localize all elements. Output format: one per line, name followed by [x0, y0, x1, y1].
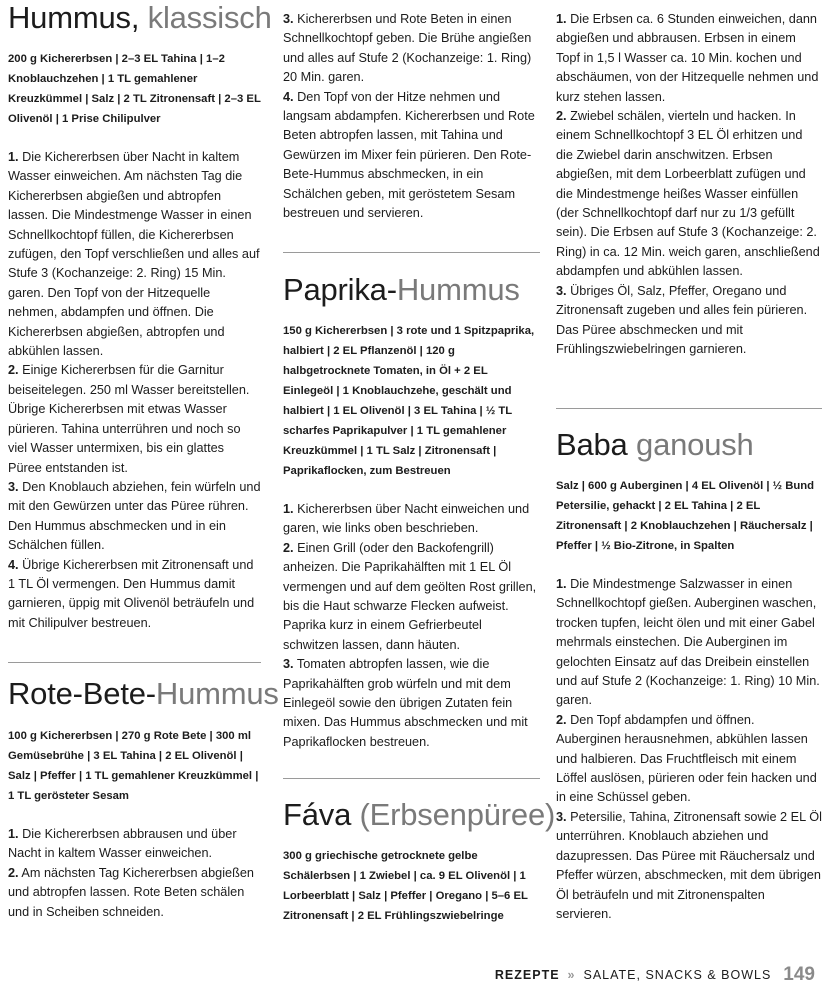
title-main: Rote-Bete- — [8, 676, 156, 711]
step-text: Die Kichererbsen abbrausen und über Nacht in kaltem Wasser einweichen. — [8, 827, 237, 861]
step-number: 2. — [556, 712, 567, 727]
step-number: 3. — [283, 12, 294, 26]
step-text: Die Mindestmenge Salzwasser in einen Schnellkochtopf gießen. Auberginen waschen, trocken tupfen, leicht ölen und mit einer Gabel mehrmals einstechen. Die Auberginen im gelochten Einsatz auf das Dreibein einstellen und auf Stufe 2 (Kochanzeige: 1. Ring) 10 Min. garen. — [556, 577, 820, 708]
section-divider — [283, 252, 540, 253]
step-text: Die Erbsen ca. 6 Stunden einweichen, dann abgießen und abbrausen. Erbsen in einem Topf in 1,5 l Wasser ca. 10 Min. kochen und abschäumen, von der Hitzequelle nehmen und kurz stehen lassen. — [556, 12, 819, 104]
step — [556, 107, 822, 282]
ingredient-list: 100 g Kichererbsen | 270 g Rote Bete | 300 ml Gemüsebrühe | 3 EL Tahina | 2 EL Olivenöl | Salz | Pfeffer | 1 TL gemahlener Kreuzkümmel | 1 TL gerösteter Sesam — [8, 730, 259, 802]
step — [8, 478, 261, 556]
recipe-baba-ganoush — [556, 427, 822, 924]
title-light: Hummus — [396, 272, 520, 307]
title-light: ganoush — [636, 427, 754, 462]
step-number: 3. — [283, 657, 294, 672]
step-text: Am nächsten Tag Kichererbsen abgießen und abtropfen lassen. Rote Beten schälen und in Scheiben schneiden. — [8, 865, 254, 919]
step-list — [8, 148, 261, 633]
step-text: Petersilie, Tahina, Zitronensaft sowie 2 EL Öl unterrühren. Knoblauch abziehen und dazupressen. Das Püree mit Räuchersalz und Pfeffer würzen, abschmecken, mit dem übrigen Öl beträufeln und mit Zitronenspalten servieren. — [556, 809, 822, 921]
step-number: 3. — [556, 809, 567, 824]
step-text: Tomaten abtropfen lassen, wie die Paprikahälften grob würfeln und mit dem Einlegeöl sowie den übrigen Zutaten fein mixen. Das Hummus abschmecken und mit Paprikaflocken bestreuen. — [283, 657, 528, 749]
recipe-title — [283, 797, 556, 833]
step-text: Die Kichererbsen über Nacht in kaltem Wasser einweichen. Am nächsten Tag die Kichererbsen abgießen und abtropfen lassen. Die Mindestmenge Wasser in einen Schnellkochtopf füllen, die Kichererbsen zufügen, den Topf verschließen und alles auf Stufe 3 (Kochanzeige: 2. Ring) 15 Min. garen. Den Topf von der Hitzequelle nehmen, abdampfen und öffnen. Die Kichererbsen abgießen, abtropfen und abkühlen lassen. — [8, 150, 260, 359]
title-light: klassisch — [147, 0, 272, 35]
step-list-continued — [283, 10, 540, 223]
step — [556, 808, 822, 924]
recipe-title — [8, 0, 272, 36]
step-text: Kichererbsen und Rote Beten in einen Schnellkochtopf geben. Die Brühe angießen und alles auf Stufe 2 (Kochanzeige: 1. Ring) 20 Min. garen. — [283, 12, 532, 85]
step — [8, 556, 261, 634]
step-text: Einige Kichererbsen für die Garnitur beiseitelegen. 250 ml Wasser bereitstellen. Übrige Kichererbsen mit etwas Wasser pürieren. Tahina unterrühren und noch so viel Wasser untermixen, bis ein glattes Püree entstanden ist. — [8, 363, 250, 475]
step-number: 1. — [283, 502, 294, 516]
step — [8, 148, 261, 361]
footer-subsection: SALATE, SNACKS & BOWLS — [583, 968, 772, 982]
step-text: Übriges Öl, Salz, Pfeffer, Oregano und Zitronensaft zugeben und alles fein pürieren. Das Püree abschmecken und mit Frühlingszwiebelringen garnieren. — [556, 283, 808, 356]
recipe-title — [283, 272, 540, 308]
step — [8, 864, 261, 922]
step-text: Den Topf von der Hitze nehmen und langsam abdampfen. Kichererbsen und Rote Beten abtropfen lassen, mit Tahina und Gewürzen im Mixer fein pürieren. Den Rote-Bete-Hummus abschmecken, in ein Schälchen geben, mit geröstetem Sesam bestreuen und servieren. — [283, 89, 535, 221]
recipe-title — [8, 676, 279, 712]
step-list — [283, 500, 540, 752]
recipe-hummus-klassisch — [8, 0, 272, 633]
step — [283, 88, 540, 224]
recipe-paprika-hummus — [283, 272, 540, 752]
step-number: 1. — [8, 150, 19, 164]
step-text: Übrige Kichererbsen mit Zitronensaft und 1 TL Öl vermengen. Den Hummus damit garnieren, üppig mit Olivenöl beträufeln und mit Chilipulver bestreuen. — [8, 557, 255, 630]
title-main: Baba — [556, 427, 628, 462]
step-number: 4. — [283, 89, 294, 104]
recipe-rote-bete-hummus — [8, 676, 279, 922]
footer-section: REZEPTE — [494, 968, 560, 982]
step-text: Zwiebel schälen, vierteln und hacken. In einem Schnellkochtopf 3 EL Öl erhitzen und die Zwiebel darin anschwitzen. Erbsen abgießen, mit dem Lorbeerblatt zufügen und die Mindestmenge heißes Wasser einfüllen (der Schnellkochtopf darf nur zu 1/3 gefüllt sein). Die Erbsen auf Stufe 3 (Kochanzeige: 2. Ring) in ca. 12 Min. weich garen, anschließend abdampfen und abkühlen lassen. — [556, 109, 820, 279]
step — [556, 575, 822, 711]
step-list — [556, 575, 822, 924]
page-footer — [495, 963, 815, 985]
step-text: Einen Grill (oder den Backofengrill) anheizen. Die Paprikahälften mit 1 EL Öl vermengen und auf dem geölten Rost grillen, bis die Haut schwarze Flecken aufweist. Paprika kurz in einem Gefrierbeutel schwitzen lassen, dann häuten. — [283, 540, 537, 652]
ingredient-list: 150 g Kichererbsen | 3 rote und 1 Spitzpaprika, halbiert | 2 EL Pflanzenöl | 120 g halbgetrocknete Tomaten, in Öl + 2 EL Einlegeöl | 1 Knoblauchzehe, geschält und halbiert | 1 EL Olivenöl | 3 EL Tahina | ½ TL scharfes Paprikapulver | 1 TL gemahlener Kreuzkümmel | 1 TL Salz | Zitronensaft | Paprikaflocken, zum Bestreuen — [283, 325, 535, 477]
title-main: Hummus, — [8, 0, 140, 35]
step-number: 1. — [556, 577, 567, 591]
step-number: 2. — [8, 865, 19, 880]
step-number: 1. — [8, 827, 19, 841]
step-text: Den Topf abdampfen und öffnen. Auberginen herausnehmen, abkühlen lassen und halbieren. Das Fruchtfleisch mit einem Löffel auslösen, pürieren oder fein hacken und in eine Schüssel geben. — [556, 712, 817, 805]
title-main: Fáva — [283, 797, 352, 832]
step — [556, 711, 822, 808]
step-text: Den Knoblauch abziehen, fein würfeln und mit den Gewürzen unter das Püree rühren. Den Hummus abschmecken und in ein Schälchen füllen. — [8, 479, 261, 553]
title-light: Hummus — [155, 676, 279, 711]
step — [283, 655, 540, 752]
chevron-right-icon: » — [567, 968, 576, 982]
ingredient-list: 200 g Kichererbsen | 2–3 EL Tahina | 1–2 Knoblauchzehen | 1 TL gemahlener Kreuzkümmel | Salz | 2 TL Zitronensaft | 2–3 EL Olivenöl | 1 Prise Chilipulver — [8, 53, 261, 125]
section-divider — [283, 778, 540, 779]
ingredient-list: Salz | 600 g Auberginen | 4 EL Olivenöl | ½ Bund Petersilie, gehackt | 2 EL Tahina | 2 EL Zitronensaft | 2 Knoblauchzehen | Räuchersalz | Pfeffer | ½ Bio-Zitrone, in Spalten — [556, 480, 815, 552]
recipe-title — [556, 427, 822, 463]
step — [556, 10, 822, 107]
step-number: 2. — [283, 540, 294, 555]
recipe-fava — [283, 797, 556, 926]
step-list-continued — [556, 10, 822, 359]
step-number: 2. — [556, 109, 567, 124]
step-number: 1. — [556, 12, 567, 26]
step-text: Kichererbsen über Nacht einweichen und garen, wie links oben beschrieben. — [283, 502, 530, 536]
step-number: 4. — [8, 557, 19, 572]
step — [283, 500, 540, 539]
section-divider — [556, 408, 822, 409]
ingredient-list: 300 g griechische getrocknete gelbe Schälerbsen | 1 Zwiebel | ca. 9 EL Olivenöl | 1 Lorbeerblatt | Salz | Pfeffer | Oregano | 5–6 EL Zitronensaft | 2 EL Frühlingszwiebelringe — [283, 850, 528, 922]
step — [283, 539, 540, 655]
step-number: 2. — [8, 363, 19, 378]
step — [8, 825, 261, 864]
step-number: 3. — [556, 283, 567, 298]
step — [556, 282, 822, 360]
title-light: (Erbsenpüree) — [359, 797, 556, 832]
section-divider — [8, 662, 261, 663]
page-number: 149 — [783, 964, 815, 985]
step — [283, 10, 540, 88]
step — [8, 361, 261, 477]
step-list — [8, 825, 261, 922]
step-number: 3. — [8, 479, 19, 494]
title-main: Paprika- — [283, 272, 397, 307]
